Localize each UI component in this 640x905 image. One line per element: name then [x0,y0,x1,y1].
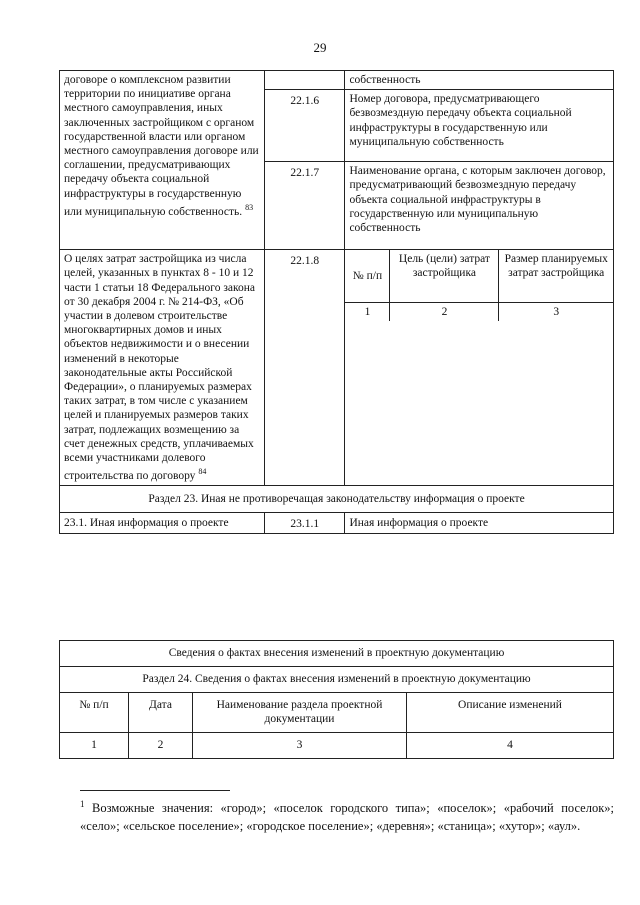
row0-text: собственность [345,71,614,90]
inner-header-size: Размер планируемых затрат застройщика [499,250,613,302]
row2-code: 22.1.7 [265,162,345,250]
footnote [80,795,614,835]
inner-header-num: № п/п [345,250,390,302]
left-cell-contract-info [60,71,265,250]
inner-table-cell [345,250,614,486]
project-info-table [59,70,614,534]
changes-header-date: Дата [129,693,193,733]
code-cell-empty [265,71,345,90]
table-row [60,693,614,733]
row1-code: 22.1.6 [265,90,345,162]
left-text-1: договоре о комплексном развитии территории по инициативе органа местного самоуправления, иных заключенных застройщиком с органом государственной власти или органом местного самоуправления договоре или соглашении, предусматривающих передачу объекта социальной инфраструктуры в государственную или муниципальную собственность. [64,74,259,218]
changes-title: Сведения о фактах внесения изменений в проектную документацию [60,641,614,667]
row23-code: 23.1.1 [265,513,345,534]
left-cell-costs [60,250,265,486]
row3-code: 22.1.8 [265,250,345,486]
inner-header-goal: Цель (цели) затрат застройщика [390,250,499,302]
table-row [60,250,614,486]
table-row [60,667,614,693]
changes-header-description: Описание изменений [407,693,614,733]
inner-value-2: 2 [390,302,499,321]
table-row [60,513,614,534]
table-row [60,71,614,90]
row2-text: Наименование органа, с которым заключен договор, предусматривающий безвозмездную передачу объекта социальной инфраструктуры в государственную или муниципальную собственность [345,162,614,250]
left-text-2: О целях затрат застройщика из числа целей, указанных в пунктах 8 - 10 и 12 части 1 статьи 18 Федерального закона от 30 декабря 2004 г. № 214-ФЗ, «Об участии в долевом строительстве многоквартирных домов и иных объектов недвижимости и о внесении изменений в некоторые законодательные акты Российской Федерации», о планируемых размерах таких затрат, в том числе с указанием целей и планируемых размеров таких затрат, подлежащих возмещению за счет денежных средств, уплачиваемых всеми участниками долевого строительства по договору [64,253,255,483]
footnote-mark: 1 [80,799,85,809]
changes-value-4: 4 [407,733,614,759]
footnote-ref-84: 84 [198,467,207,477]
table-row [60,641,614,667]
footnote-text: Возможные значения: «город»; «поселок городского типа»; «поселок»; «рабочий поселок»; «село»; «сельское поселение»; «городское поселение»; «деревня»; «станица»; «хутор»; «аул». [80,801,615,834]
row23-text: Иная информация о проекте [345,513,614,534]
costs-inner-table [345,250,613,321]
footnote-divider [80,790,230,791]
changes-value-3: 3 [193,733,407,759]
section-23-title: Раздел 23. Иная не противоречащая законодательству информация о проекте [60,486,614,513]
changes-header-num: № п/п [60,693,129,733]
changes-value-2: 2 [129,733,193,759]
page-number: 29 [313,40,327,55]
section-23-row [60,486,614,513]
inner-value-3: 3 [499,302,613,321]
changes-header-section: Наименование раздела проектной документации [193,693,407,733]
row23-left: 23.1. Иная информация о проекте [60,513,265,534]
changes-table [59,640,614,759]
inner-value-1: 1 [345,302,390,321]
row1-text: Номер договора, предусматривающего безвозмездную передачу объекта социальной инфраструктуры в государственную или муниципальную собственность [345,90,614,162]
changes-value-1: 1 [60,733,129,759]
footnote-ref-83: 83 [245,202,254,212]
section-24-title: Раздел 24. Сведения о фактах внесения изменений в проектную документацию [60,667,614,693]
table-row [60,733,614,759]
